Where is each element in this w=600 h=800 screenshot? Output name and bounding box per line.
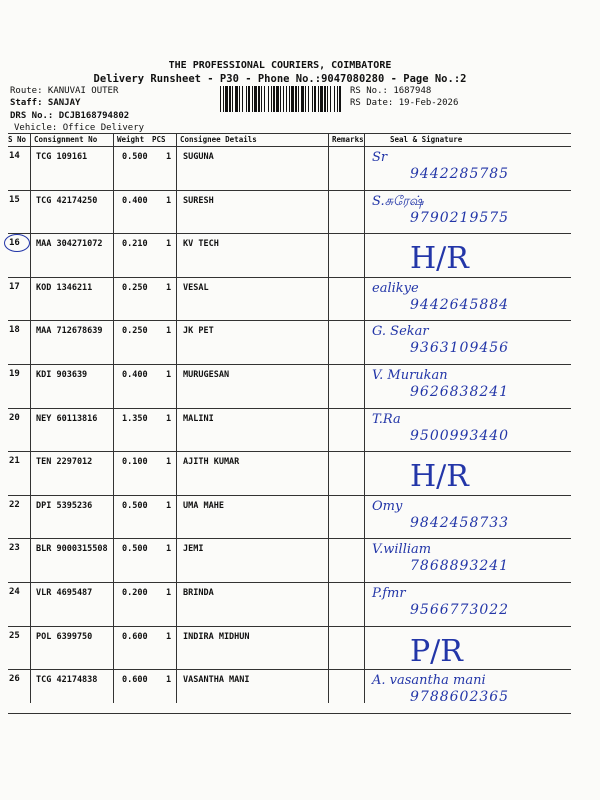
barcode-bar <box>295 86 297 112</box>
barcode-bar <box>239 86 240 112</box>
barcode-bar <box>330 86 331 112</box>
consignee-name: VESAL <box>183 282 209 293</box>
consignee-name: JEMI <box>183 544 204 555</box>
handwritten-signature: T.Ra <box>372 411 401 427</box>
col-header-remarks: Remarks <box>332 135 364 144</box>
barcode-bar <box>242 86 243 112</box>
consignee-name: SUGUNA <box>183 152 214 162</box>
handwritten-signature: V. Murukan <box>372 368 448 383</box>
consignment-number: TCG 42174838 <box>36 675 98 686</box>
handwritten-signature: V.william <box>372 542 432 558</box>
handwritten-mark: H/R <box>410 459 469 495</box>
weight-value: 0.400 <box>122 370 148 380</box>
rs-number: RS No.: 1687948 <box>350 86 432 96</box>
header-top-rule <box>8 133 571 134</box>
col-rule <box>176 133 177 703</box>
consignment-number: TCG 109161 <box>36 152 88 162</box>
barcode-bar <box>286 86 287 112</box>
consignment-number: TEN 2297012 <box>36 457 93 468</box>
row-serial-number: 18 <box>9 325 20 336</box>
weight-value: 1.350 <box>122 413 148 424</box>
pieces-count: 1 <box>166 326 172 337</box>
barcode-bar <box>320 86 323 112</box>
pieces-count: 1 <box>166 588 172 598</box>
row-serial-number: 24 <box>9 587 20 597</box>
consignment-number: TCG 42174250 <box>36 195 98 206</box>
handwritten-phone: 9790219575 <box>410 209 510 226</box>
consignee-name: MALINI <box>183 413 214 424</box>
consignee-name: KV TECH <box>183 239 219 250</box>
consignee-name: UMA MAHE <box>183 500 224 511</box>
consignee-name: JK PET <box>183 326 214 337</box>
barcode-bar <box>339 86 341 112</box>
barcode-bar <box>305 86 306 112</box>
handwritten-phone: 9626838241 <box>410 384 510 400</box>
pieces-count: 1 <box>166 631 172 642</box>
row-rule <box>8 669 571 670</box>
handwritten-phone: 9442645884 <box>410 296 510 313</box>
barcode-bar <box>327 86 328 112</box>
weight-value: 0.500 <box>122 152 148 162</box>
barcode-bar <box>308 86 309 112</box>
weight-value: 0.210 <box>122 239 148 250</box>
pieces-count: 1 <box>166 370 172 380</box>
handwritten-signature: S.சுரேஷ் <box>372 193 424 209</box>
consignee-name: VASANTHA MANI <box>183 675 250 686</box>
weight-value: 0.500 <box>122 500 148 511</box>
row-rule <box>8 408 571 409</box>
barcode-bar <box>225 86 228 112</box>
pieces-count: 1 <box>166 675 172 686</box>
barcode-bar <box>248 86 250 112</box>
col-header-consignment: Consignment No <box>34 135 98 144</box>
col-header-sno: S No <box>8 135 27 144</box>
row-serial-number: 20 <box>9 412 20 423</box>
handwritten-phone: 9363109456 <box>410 340 510 357</box>
row-serial-number: 19 <box>9 369 20 379</box>
consignment-number: NEY 60113816 <box>36 413 98 424</box>
handwritten-signature: Sr <box>372 150 388 165</box>
handwritten-phone: 9500993440 <box>410 427 510 444</box>
pieces-count: 1 <box>166 152 172 162</box>
pieces-count: 1 <box>166 239 172 250</box>
weight-value: 0.600 <box>122 675 148 686</box>
weight-value: 0.200 <box>122 588 148 598</box>
pieces-count: 1 <box>166 195 172 206</box>
barcode-bar <box>271 86 272 112</box>
barcode-bar <box>261 86 262 112</box>
row-rule <box>8 320 571 321</box>
barcode-bar <box>337 86 338 112</box>
col-header-pcs: PCS <box>152 135 166 144</box>
barcode-bar <box>276 86 279 112</box>
handwritten-signature: Omy <box>372 498 403 514</box>
row-serial-number: 16 <box>9 238 20 249</box>
pieces-count: 1 <box>166 457 172 468</box>
barcode-bar <box>318 86 319 112</box>
consignee-name: INDIRA MIDHUN <box>183 631 250 642</box>
col-header-seal-signature: Seal & Signature <box>390 135 463 144</box>
weight-value: 0.600 <box>122 631 148 642</box>
barcode-bar <box>289 86 290 112</box>
handwritten-phone: 9566773022 <box>410 602 510 618</box>
weight-value: 0.100 <box>122 457 148 468</box>
row-serial-number: 17 <box>9 281 20 292</box>
consignee-name: MURUGESAN <box>183 370 230 380</box>
weight-value: 0.250 <box>122 326 148 337</box>
handwritten-phone: 9442285785 <box>410 166 510 182</box>
row-rule <box>8 233 571 234</box>
row-serial-number: 25 <box>9 630 20 641</box>
consignment-number: MAA 712678639 <box>36 326 103 337</box>
row-rule <box>8 190 571 191</box>
row-serial-number: 21 <box>9 456 20 467</box>
barcode-bar <box>291 86 294 112</box>
consignment-number: DPI 5395236 <box>36 500 93 511</box>
rs-date: RS Date: 19-Feb-2026 <box>350 98 459 108</box>
pieces-count: 1 <box>166 544 172 555</box>
row-serial-number: 22 <box>9 499 20 510</box>
consignment-number: MAA 304271072 <box>36 239 103 250</box>
company-title: THE PROFESSIONAL COURIERS, COIMBATORE <box>168 60 392 71</box>
consignee-name: BRINDA <box>183 588 214 598</box>
consignment-number: KOD 1346211 <box>36 282 93 293</box>
row-rule <box>8 451 571 452</box>
barcode-bar <box>258 86 260 112</box>
col-rule <box>364 133 365 703</box>
row-serial-number: 15 <box>9 194 20 205</box>
row-serial-number: 26 <box>9 674 20 685</box>
col-rule <box>328 133 329 703</box>
barcode-bar <box>235 86 238 112</box>
row-rule <box>8 495 571 496</box>
barcode-bar <box>254 86 257 112</box>
barcode-bar <box>232 86 233 112</box>
handwritten-phone: 9842458733 <box>410 514 510 531</box>
consignment-number: VLR 4695487 <box>36 588 93 598</box>
row-rule <box>8 626 571 627</box>
row-rule <box>8 277 571 278</box>
col-header-weight: Weight <box>117 135 145 144</box>
barcode-bar <box>301 86 304 112</box>
barcode-bar <box>314 86 316 112</box>
weight-value: 0.400 <box>122 195 148 206</box>
weight-value: 0.500 <box>122 544 148 555</box>
col-header-consignee: Consignee Details <box>180 135 257 144</box>
barcode-image <box>220 86 342 112</box>
consignment-number: BLR 9000315508 <box>36 544 108 555</box>
weight-value: 0.250 <box>122 282 148 293</box>
runsheet-subtitle: Delivery Runsheet - P30 - Phone No.:9047080280 - Page No.:2 <box>93 73 467 85</box>
row-rule <box>8 713 571 714</box>
pieces-count: 1 <box>166 500 172 511</box>
barcode-bar <box>280 86 281 112</box>
consignment-number: POL 6399750 <box>36 631 93 642</box>
handwritten-signature: ealikye <box>372 280 419 296</box>
row-rule <box>8 538 571 539</box>
barcode-bar <box>223 86 224 112</box>
pieces-count: 1 <box>166 413 172 424</box>
vehicle-label: Vehicle: Office Delivery <box>14 123 145 133</box>
route-label: Route: KANUVAI OUTER <box>10 86 119 96</box>
handwritten-circle <box>4 234 30 252</box>
barcode-bar <box>268 86 269 112</box>
barcode-bar <box>264 86 265 112</box>
handwritten-signature: P.fmr <box>372 586 406 601</box>
handwritten-phone: 7868893241 <box>410 558 510 575</box>
barcode-bar <box>246 86 247 112</box>
barcode-bar <box>324 86 326 112</box>
handwritten-signature: A. vasantha mani <box>372 673 486 689</box>
handwritten-signature: G. Sekar <box>372 324 429 340</box>
row-serial-number: 14 <box>9 151 20 161</box>
drs-number: DRS No.: DCJB168794802 <box>10 111 130 121</box>
handwritten-phone: 9788602365 <box>410 689 510 706</box>
row-serial-number: 23 <box>9 543 20 554</box>
barcode-bar <box>229 86 231 112</box>
barcode-bar <box>273 86 275 112</box>
header-bottom-rule <box>8 146 571 147</box>
col-rule <box>30 133 31 703</box>
barcode-bar <box>312 86 313 112</box>
barcode-bar <box>334 86 335 112</box>
col-rule <box>113 133 114 703</box>
barcode-bar <box>252 86 253 112</box>
row-rule <box>8 364 571 365</box>
barcode-bar <box>298 86 299 112</box>
handwritten-mark: H/R <box>410 241 469 277</box>
consignment-number: KDI 903639 <box>36 370 88 380</box>
consignee-name: AJITH KUMAR <box>183 457 240 468</box>
consignee-name: SURESH <box>183 195 214 206</box>
staff-label: Staff: SANJAY <box>10 98 81 108</box>
barcode-bar <box>283 86 284 112</box>
handwritten-mark: P/R <box>410 633 463 669</box>
barcode-bar <box>220 86 221 112</box>
row-rule <box>8 582 571 583</box>
pieces-count: 1 <box>166 282 172 293</box>
